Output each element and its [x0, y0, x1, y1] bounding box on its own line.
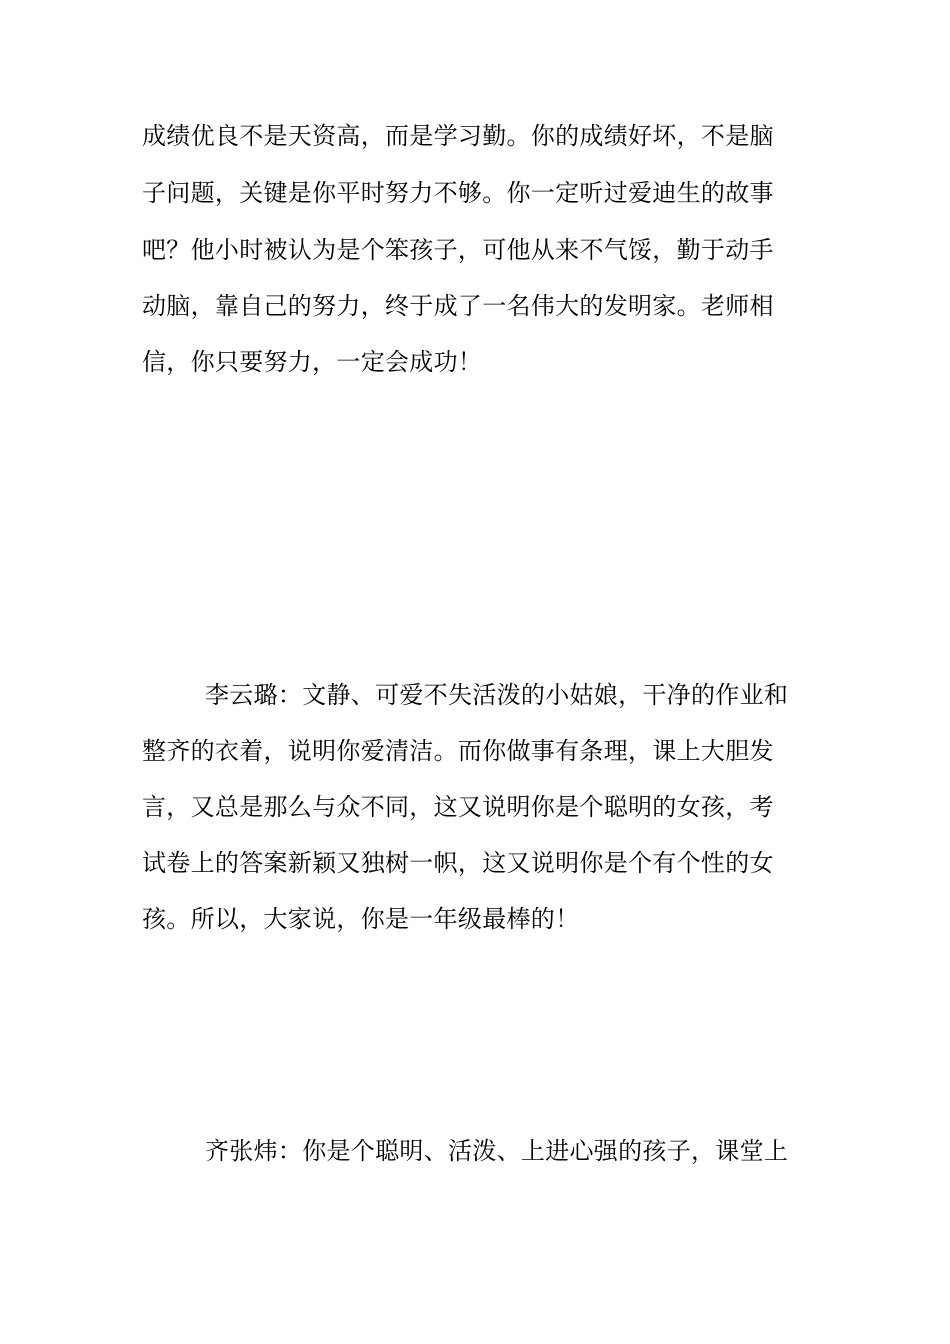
paragraph-2-line-2: 整齐的衣着，说明你爱清洁。而你做事有条理，课上大胆发 [142, 737, 774, 765]
paragraph-1-line-4: 动脑，靠自己的努力，终于成了一名伟大的发明家。老师相 [142, 292, 774, 320]
paragraph-2-line-1: 李云璐：文静、可爱不失活泼的小姑娘，干净的作业和 [205, 681, 789, 709]
paragraph-3-line-1: 齐张炜：你是个聪明、活泼、上进心强的孩子，课堂上 [205, 1137, 789, 1165]
paragraph-1-line-5: 信，你只要努力，一定会成功！ [142, 348, 483, 376]
paragraph-1-line-2: 子问题，关键是你平时努力不够。你一定听过爱迪生的故事 [142, 179, 774, 207]
paragraph-2-line-4: 试卷上的答案新颖又独树一帜，这又说明你是个有个性的女 [142, 849, 774, 877]
paragraph-1-line-1: 成绩优良不是天资高，而是学习勤。你的成绩好坏，不是脑 [142, 122, 774, 150]
paragraph-2-line-3: 言，又总是那么与众不同，这又说明你是个聪明的女孩，考 [142, 793, 774, 821]
paragraph-2-line-5: 孩。所以，大家说，你是一年级最棒的！ [142, 905, 580, 933]
paragraph-1-line-3: 吧？他小时被认为是个笨孩子，可他从来不气馁，勤于动手 [142, 236, 774, 264]
